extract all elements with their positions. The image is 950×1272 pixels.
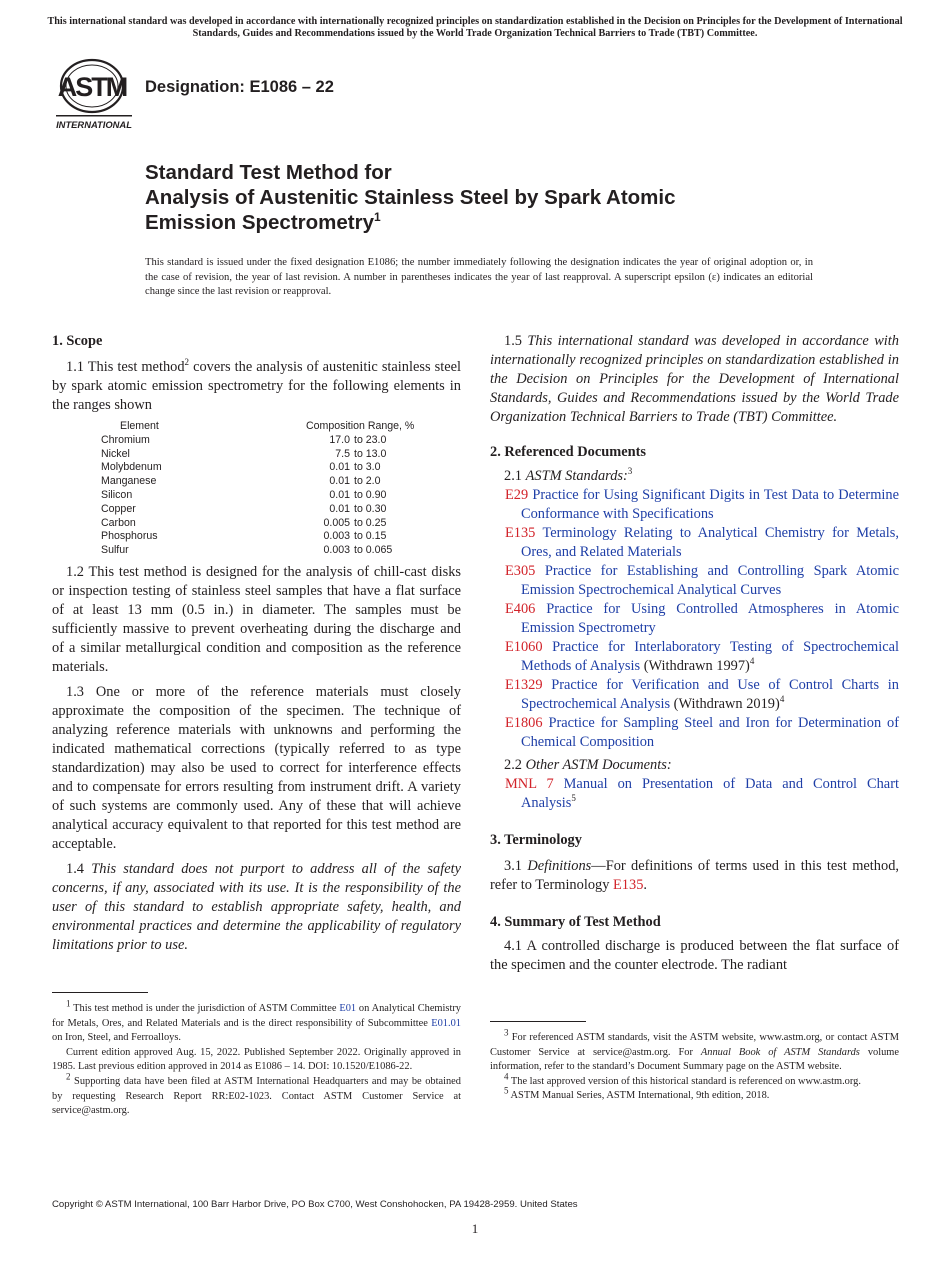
summary-heading: 4. Summary of Test Method — [490, 914, 661, 930]
right-column — [490, 332, 899, 975]
ref-footnote-mark: 4 — [749, 656, 755, 667]
para-1-1-b: covers the analysis of austenitic stainless steel by spark atomic emission spectrometry for the following elements in the ranges shown — [52, 359, 461, 413]
ref-code[interactable]: E29 — [505, 487, 529, 503]
reference-item-mnl7[interactable] — [505, 775, 899, 813]
table-row — [101, 475, 414, 489]
para-1-5-text: This international standard was developed in accordance with internationally recognized principles on standardization established in the Decision on Principles for the Development of International Standards, Guides and Recommendations issued by the World Trade Organization Technical Barriers to Trade (TBT) Committee. — [490, 333, 899, 425]
reference-item[interactable] — [505, 562, 899, 600]
reference-item[interactable] — [505, 676, 899, 714]
fn2-text: Supporting data have been filed at ASTM International Headquarters and may be obtained by requesting Research Report RR:E02-1023. Contact ASTM Customer Service at service@astm.org. — [52, 1075, 461, 1117]
para-3-1-num: 3.1 — [504, 858, 528, 874]
range-high: to 3.0 — [354, 461, 381, 474]
reference-item[interactable] — [505, 524, 899, 562]
fn1-text-b: on Analytical Chemistry for Metals, Ores, and Related Materials and is the direct responsibility of Subcommittee — [52, 1003, 461, 1029]
ref-footnote-mark: 4 — [779, 694, 785, 705]
range-high: to 0.15 — [354, 530, 387, 543]
ref-code[interactable]: E305 — [505, 563, 536, 579]
para-1-1 — [52, 358, 461, 415]
range-low: 0.003 — [323, 544, 350, 557]
range-low: 0.01 — [329, 502, 350, 515]
footnote-5-mark: 5 — [571, 793, 576, 804]
range-high: to 0.90 — [354, 488, 387, 501]
para-3-1-text: —For definitions of terms used in this test method, refer to Terminology — [490, 858, 899, 893]
element-name: Nickel — [101, 447, 130, 460]
table-header-row — [101, 420, 414, 434]
footnote-3-mark: 3 — [627, 466, 633, 477]
ref-title[interactable]: Practice for Sampling Steel and Iron for Determination of Chemical Composition — [521, 715, 899, 750]
ref-code[interactable]: E135 — [505, 525, 536, 541]
element-name: Manganese — [101, 475, 157, 488]
logo-subtext: INTERNATIONAL — [56, 119, 132, 130]
footnote-1-edition: Current edition approved Aug. 15, 2022. Published September 2022. Originally approved in 1985. Last previous edition approved in 2014 as E1086 – 14. DOI: 10.1520/E1086-22. — [52, 1046, 461, 1073]
logo-text: ASTM — [57, 72, 127, 102]
referenced-heading: 2. Referenced Documents — [490, 444, 646, 460]
link-e135[interactable]: E135 — [613, 877, 644, 893]
title-line-3-text: Emission Spectrometry — [145, 211, 374, 234]
para-1-5-num: 1.5 — [504, 333, 528, 349]
para-3-1 — [490, 857, 899, 895]
para-2-2 — [490, 756, 899, 775]
table-row — [101, 461, 414, 475]
table-row — [101, 544, 414, 558]
para-1-4-text: This standard does not purport to address all of the safety concerns, if any, associated with its use. It is the responsibility of the user of this standard to establish appropriate safety, health, and environmental practices and determine the applicability of regulatory limitations prior to use. — [52, 860, 461, 953]
para-2-2-num: 2.2 — [504, 757, 526, 773]
table-row — [101, 448, 414, 462]
composition-table — [101, 420, 414, 558]
para-2-2-text: Other ASTM Documents: — [525, 757, 672, 773]
range-high: to 0.30 — [354, 502, 387, 515]
fn3-text-b: volume information, refer to the standard’s Document Summary page on the ASTM website. — [490, 1046, 899, 1073]
fn3-text-a: For referenced ASTM standards, visit the ASTM website, www.astm.org, or contact ASTM Customer Service at service@astm.org. For — [490, 1032, 899, 1058]
footnote-5: $^5$ ASTM Manual Series, ASTM International, 9th edition, 2018. — [504, 1085, 770, 1102]
element-name: Copper — [101, 502, 136, 515]
element-name: Phosphorus — [101, 530, 158, 543]
ref-title[interactable]: Practice for Interlaboratory Testing of Spectrochemical Methods of Analysis — [521, 639, 899, 674]
range-low: 0.01 — [329, 475, 350, 488]
para-3-1-end: . — [643, 877, 648, 893]
range-low: 7.5 — [335, 447, 350, 460]
ref-withdrawn: (Withdrawn 1997) — [640, 658, 750, 674]
table-row — [101, 530, 414, 544]
ref-title[interactable]: Practice for Establishing and Controlling Spark Atomic Emission Spectrochemical Analytical Curves — [521, 563, 899, 598]
reference-item[interactable] — [505, 638, 899, 676]
para-1-2: 1.2 This test method is designed for the analysis of chill-cast disks or inspection testing of stainless steel samples that have a flat surface of at least 13 mm (0.5 in.) in diameter. The samples must be sufficiently massive to prevent overheating during the discharge and of a similar metallurgical condition and composition as the reference materials. — [52, 563, 461, 675]
range-low: 0.003 — [323, 530, 350, 543]
fn5-text: ASTM Manual Series, ASTM International, 9th edition, 2018. — [510, 1090, 770, 1102]
fn1-text-a: This test method is under the jurisdiction of ASTM Committee — [73, 1003, 340, 1014]
ref-code[interactable]: E1060 — [505, 639, 543, 655]
ref-code-mnl7[interactable]: MNL 7 — [505, 776, 554, 792]
footnote-rule-left — [52, 992, 148, 993]
range-high: to 0.25 — [354, 516, 387, 529]
ref-title[interactable]: Practice for Verification and Use of Control Charts in Spectrochemical Analysis — [521, 677, 899, 712]
range-low: 0.005 — [323, 516, 350, 529]
element-name: Sulfur — [101, 544, 129, 557]
title-line-1: Standard Test Method for — [145, 161, 392, 184]
ref-title[interactable]: Practice for Using Significant Digits in Test Data to Determine Conformance with Specifications — [521, 487, 899, 522]
fn4-text: The last approved version of this historical standard is referenced on www.astm.org. — [510, 1075, 861, 1087]
reference-item[interactable] — [505, 486, 899, 524]
link-e01[interactable]: E01 — [339, 1003, 357, 1014]
range-high: to 2.0 — [354, 475, 381, 488]
title-footnote-mark: 1 — [374, 210, 381, 225]
astm-logo-icon — [54, 58, 134, 132]
ref-title[interactable]: Practice for Using Controlled Atmospheres in Atomic Emission Spectrometry — [521, 601, 899, 636]
range-high: to 0.065 — [354, 544, 393, 557]
footnote-rule-right — [490, 1021, 586, 1022]
para-3-1-term: Definitions — [527, 858, 592, 874]
table-row — [101, 434, 414, 448]
para-2-1 — [490, 467, 899, 486]
para-1-3: 1.3 One or more of the reference materials must closely approximate the composition of the specimen. The technique of analyzing reference materials with unknowns and performing the indicated mathematical corrections (typically referred to as type standardization) may also be used to correct for interference effects and to compensate for errors resulting from instrument drift. A variety of such systems are commonly used. Any of these that will achieve analytical accuracy equivalent to that reported for this test method are acceptable. — [52, 683, 461, 852]
left-column — [52, 332, 461, 955]
ref-title-mnl7[interactable]: Manual on Presentation of Data and Control Chart Analysis — [521, 776, 899, 811]
footnote-3: $^3$ For referenced ASTM standards, visit the ASTM website, www.astm.org, or contact ASTM Customer Service at service@astm.org. For Annual Book of ASTM Standards volume information, refer to the standard’s Document Summary page on the ASTM website. — [490, 1027, 899, 1073]
footnote-2-mark: 2 — [184, 357, 190, 368]
col-header-range: Composition Range, % — [306, 420, 415, 432]
astm-logo — [54, 58, 134, 132]
para-1-5 — [490, 332, 899, 427]
fn1-text-c: on Iron, Steel, and Ferroalloys. — [52, 1032, 181, 1044]
element-name: Silicon — [101, 488, 133, 501]
range-low: 17.0 — [329, 433, 350, 446]
ref-title[interactable]: Terminology Relating to Analytical Chemistry for Metals, Ores, and Related Materials — [521, 525, 899, 560]
ref-code[interactable]: E1329 — [505, 677, 543, 693]
ref-code[interactable]: E406 — [505, 601, 536, 617]
tbt-notice: This international standard was developed in accordance with internationally recognized principles on standardization established in the Decision on Principles for the Development of International Standards, Guides and Recommendations issued by the World Trade Organization Technical Barriers to Trade (TBT) Committee. — [47, 16, 903, 40]
element-name: Molybdenum — [101, 461, 162, 474]
col-header-element: Element — [120, 420, 159, 432]
reference-item[interactable] — [505, 600, 899, 638]
copyright-footer: Copyright © ASTM International, 100 Barr Harbor Drive, PO Box C700, West Conshohocken, PA 19428-2959. United States — [52, 1199, 578, 1210]
table-row — [101, 503, 414, 517]
footnotes-left — [52, 998, 461, 1119]
document-title — [145, 160, 845, 235]
table-row — [101, 517, 414, 531]
title-line-2: Analysis of Austenitic Stainless Steel by Spark Atomic — [145, 186, 676, 209]
range-low: 0.01 — [329, 461, 350, 474]
range-high: to 13.0 — [354, 447, 387, 460]
ref-withdrawn: (Withdrawn 2019) — [670, 696, 780, 712]
issued-note: This standard is issued under the fixed designation E1086; the number immediately following the designation indicates the year of original adoption or, in the case of revision, the year of last revision. A number in parentheses indicates the year of last reapproval. A superscript epsilon (ε) indicates an editorial change since the last revision or reapproval. — [145, 257, 813, 298]
table-row — [101, 489, 414, 503]
footnotes-right — [490, 1027, 899, 1104]
element-name: Chromium — [101, 433, 150, 446]
ref-code[interactable]: E1806 — [505, 715, 543, 731]
page-number: 1 — [471, 1221, 479, 1236]
title-line-3 — [145, 210, 845, 235]
reference-item[interactable] — [505, 714, 899, 752]
para-1-1-a: 1.1 This test method — [66, 359, 185, 375]
para-2-1-text: ASTM Standards: — [525, 468, 628, 484]
para-1-4 — [52, 860, 461, 955]
other-docs-list — [490, 775, 899, 813]
footnote-1: $^1$ This test method is under the jurisdiction of ASTM Committee E01 on Analytical Chemistry for Metals, Ores, and Related Materials and is the direct responsibility of Subcommittee E01.01 on Iron, Steel, and Ferroalloys. — [52, 998, 461, 1044]
range-high: to 23.0 — [354, 433, 387, 446]
terminology-heading: 3. Terminology — [490, 832, 582, 848]
designation: Designation: E1086 – 22 — [145, 78, 334, 96]
link-e01-01[interactable]: E01.01 — [431, 1017, 461, 1029]
element-name: Carbon — [101, 516, 136, 529]
footnote-4: $^4$ The last approved version of this historical standard is referenced on www.astm.org. — [504, 1071, 861, 1087]
scope-heading: 1. Scope — [52, 333, 103, 349]
fn3-text-it: Annual Book of ASTM Standards — [700, 1046, 860, 1058]
para-4-1: 4.1 A controlled discharge is produced between the flat surface of the specimen and the counter electrode. The radiant — [490, 938, 899, 973]
footnote-2: $^2$ Supporting data have been filed at ASTM International Headquarters and may be obtained by requesting Research Report RR:E02-1023. Contact ASTM Customer Service at service@astm.org. — [52, 1071, 461, 1117]
para-2-1-num: 2.1 — [504, 468, 526, 484]
para-1-4-num: 1.4 — [66, 860, 92, 877]
reference-list — [490, 486, 899, 752]
range-low: 0.01 — [329, 488, 350, 501]
